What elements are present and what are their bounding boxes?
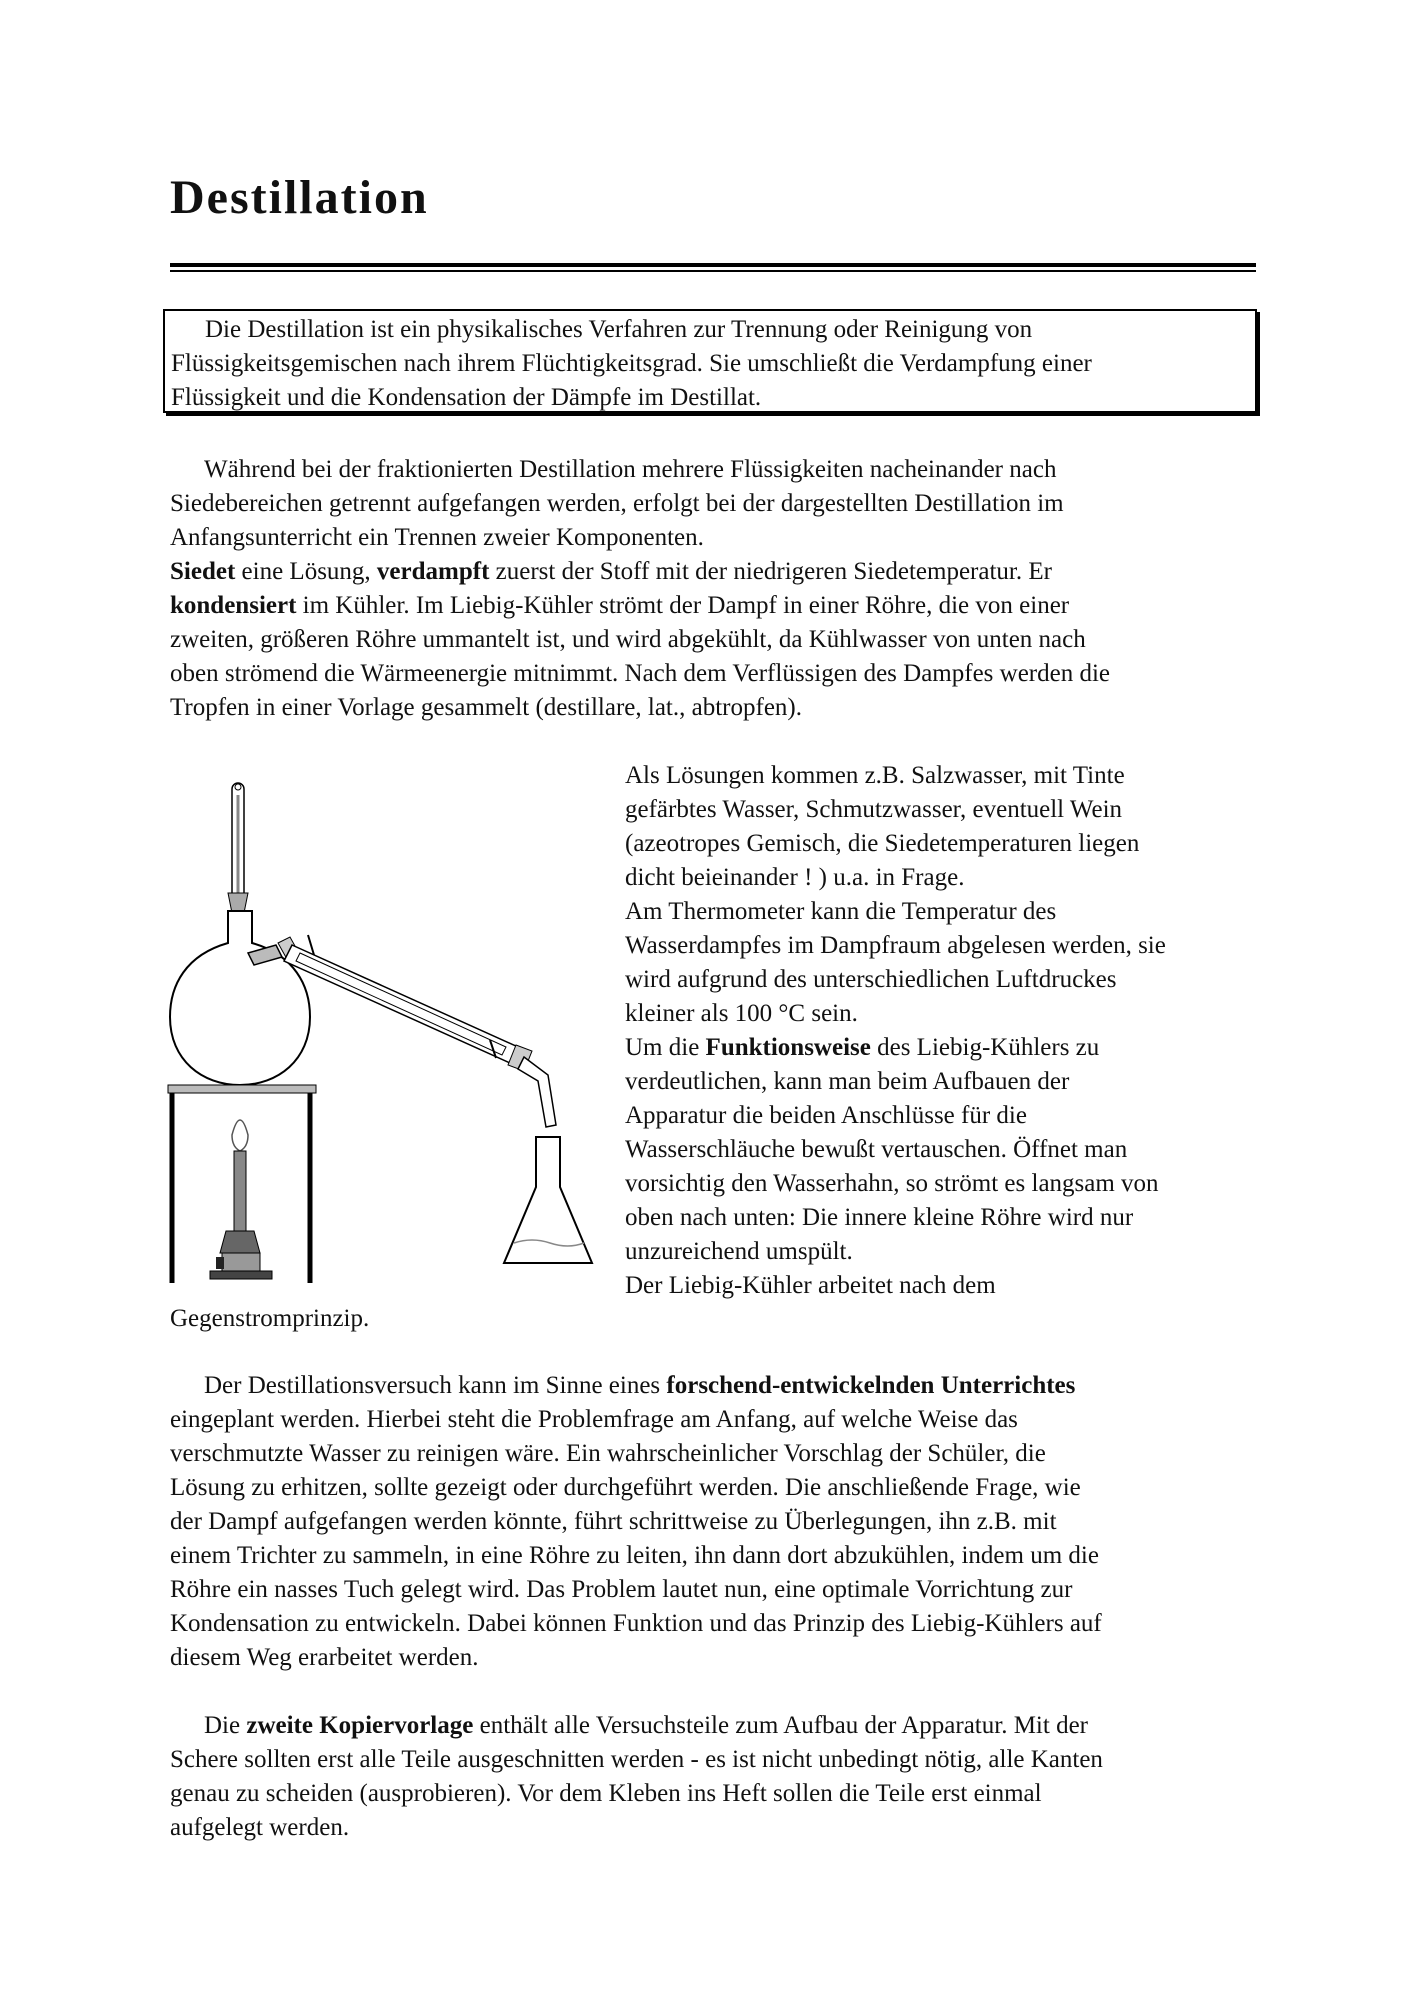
text-line: Röhre ein nasses Tuch gelegt wird. Das Problem lautet nun, eine optimale Vorrichtung zur bbox=[170, 1576, 1073, 1603]
text-line: (azeotropes Gemisch, die Siedetemperaturen liegen bbox=[625, 830, 1140, 857]
text-line: Lösung zu erhitzen, sollte gezeigt oder durchgeführt werden. Die anschließende Frage, wie bbox=[170, 1474, 1081, 1501]
intro-line: Die Destillation ist ein physikalisches Verfahren zur Trennung oder Reinigung von bbox=[205, 316, 1033, 343]
text-line: Apparatur die beiden Anschlüsse für die bbox=[625, 1102, 1027, 1129]
text-line: Der Destillationsversuch kann im Sinne eines forschend-entwickelnden Unterrichtes bbox=[204, 1372, 1076, 1399]
text-line: Um die Funktionsweise des Liebig-Kühlers zu bbox=[625, 1034, 1100, 1061]
text-line: Der Liebig-Kühler arbeitet nach dem bbox=[625, 1272, 996, 1299]
title-rule-thin bbox=[170, 270, 1256, 272]
text-line: Am Thermometer kann die Temperatur des bbox=[625, 898, 1057, 925]
distillation-apparatus-illustration bbox=[160, 775, 620, 1295]
text-line: Siedebereichen getrennt aufgefangen werden, erfolgt bei der dargestellten Destillation im bbox=[170, 490, 1064, 517]
text-line: vorsichtig den Wasserhahn, so strömt es langsam von bbox=[625, 1170, 1159, 1197]
paragraph-copy-template bbox=[170, 1709, 1270, 1845]
intro-line: Flüssigkeit und die Kondensation der Dämpfe im Destillat. bbox=[171, 384, 762, 411]
text-line: Wasserschläuche bewußt vertauschen. Öffnet man bbox=[625, 1136, 1128, 1163]
text-line: Während bei der fraktionierten Destillation mehrere Flüssigkeiten nacheinander nach bbox=[204, 456, 1057, 483]
text-line: diesem Weg erarbeitet werden. bbox=[170, 1644, 479, 1671]
text-line: zweiten, größeren Röhre ummantelt ist, und wird abgekühlt, da Kühlwasser von unten nach bbox=[170, 626, 1086, 653]
text-line: kondensiert im Kühler. Im Liebig-Kühler strömt der Dampf in einer Röhre, die von einer bbox=[170, 592, 1070, 619]
text-line: Kondensation zu entwickeln. Dabei können Funktion und das Prinzip des Liebig-Kühlers auf bbox=[170, 1610, 1102, 1637]
text-line: Siedet eine Lösung, verdampft zuerst der Stoff mit der niedrigeren Siedetemperatur. Er bbox=[170, 558, 1052, 585]
bunsen-burner-icon bbox=[210, 1120, 272, 1279]
text-line: Anfangsunterricht ein Trennen zweier Komponenten. bbox=[170, 524, 704, 551]
text-line: kleiner als 100 °C sein. bbox=[625, 1000, 858, 1027]
text-line: Tropfen in einer Vorlage gesammelt (destillare, lat., abtropfen). bbox=[170, 694, 802, 721]
text-line-continuation: Gegenstromprinzip. bbox=[170, 1305, 370, 1332]
intro-box bbox=[163, 309, 1257, 413]
text-line: gefärbtes Wasser, Schmutzwasser, eventuell Wein bbox=[625, 796, 1123, 823]
text-line: einem Trichter zu sammeln, in eine Röhre zu leiten, ihn dann dort abzukühlen, indem um die bbox=[170, 1542, 1099, 1569]
text-line: verdeutlichen, kann man beim Aufbauen der bbox=[625, 1068, 1070, 1095]
text-line: oben strömend die Wärmeenergie mitnimmt. Nach dem Verflüssigen des Dampfes werden die bbox=[170, 660, 1111, 687]
text-line: verschmutzte Wasser zu reinigen wäre. Ein wahrscheinlicher Vorschlag der Schüler, die bbox=[170, 1440, 1046, 1467]
text-line: eingeplant werden. Hierbei steht die Problemfrage am Anfang, auf welche Weise das bbox=[170, 1406, 1018, 1433]
erlenmeyer-flask-icon bbox=[504, 1137, 592, 1263]
text-line: Wasserdampfes im Dampfraum abgelesen werden, sie bbox=[625, 932, 1166, 959]
text-line: Schere sollten erst alle Teile ausgeschnitten werden - es ist nicht unbedingt nötig, alle Kanten bbox=[170, 1746, 1103, 1773]
title-rule-thick bbox=[170, 263, 1256, 267]
intro-line: Flüssigkeitsgemischen nach ihrem Flüchtigkeitsgrad. Sie umschließt die Verdampfung einer bbox=[171, 350, 1092, 377]
text-line: oben nach unten: Die innere kleine Röhre wird nur bbox=[625, 1204, 1134, 1231]
page-title: Destillation bbox=[170, 171, 429, 224]
side-text-column bbox=[625, 759, 1265, 1303]
text-line: Die zweite Kopiervorlage enthält alle Versuchsteile zum Aufbau der Apparatur. Mit der bbox=[204, 1712, 1088, 1739]
text-line: unzureichend umspült. bbox=[625, 1238, 853, 1265]
paragraph-teaching bbox=[170, 1369, 1270, 1675]
text-line: dicht beieinander ! ) u.a. in Frage. bbox=[625, 864, 965, 891]
text-line: aufgelegt werden. bbox=[170, 1814, 350, 1841]
paragraph-fractional-distillation bbox=[170, 453, 1270, 725]
text-line: der Dampf aufgefangen werden könnte, führt schrittweise zu Überlegungen, ihn z.B. mit bbox=[170, 1508, 1057, 1535]
text-line: Als Lösungen kommen z.B. Salzwasser, mit Tinte bbox=[625, 762, 1125, 789]
text-line: wird aufgrund des unterschiedlichen Luftdruckes bbox=[625, 966, 1117, 993]
text-line: genau zu scheiden (ausprobieren). Vor dem Kleben ins Heft sollen die Teile erst einmal bbox=[170, 1780, 1042, 1807]
